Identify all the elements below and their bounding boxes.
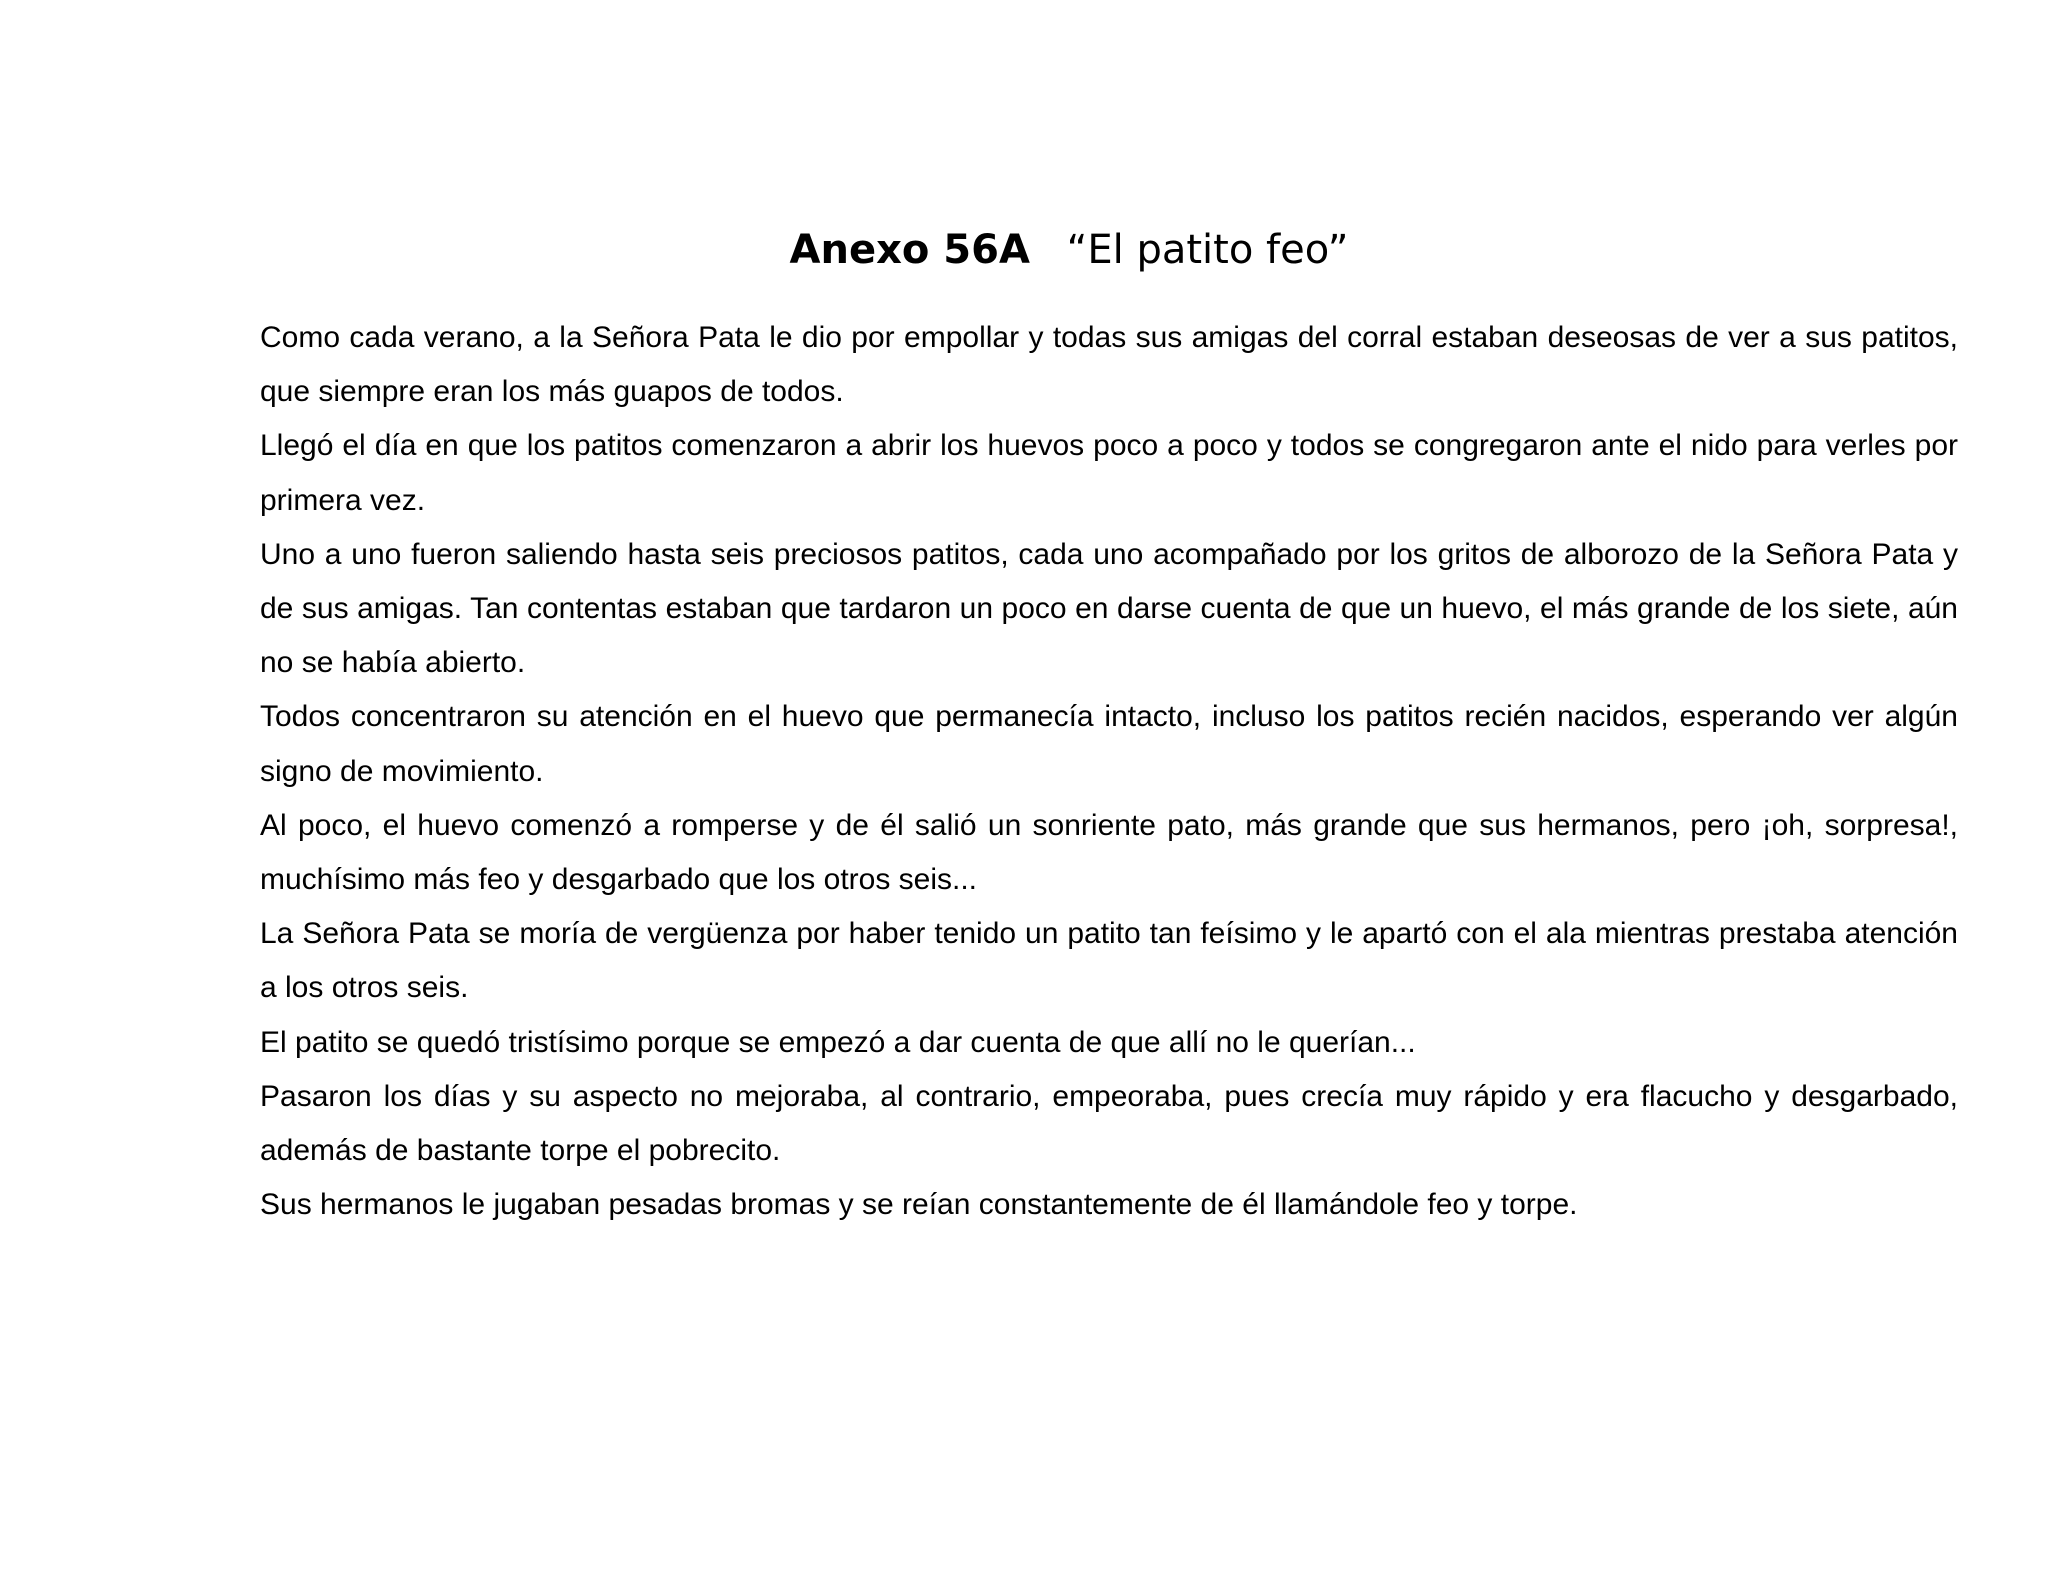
story-body bbox=[260, 311, 1958, 1232]
paragraph-2: Llegó el día en que los patitos comenzaron a abrir los huevos poco a poco y todos se congregaron ante el nido para verles por primera vez. bbox=[260, 429, 1958, 517]
story-title: “El patito feo” bbox=[1066, 227, 1349, 273]
paragraph-3: Uno a uno fueron saliendo hasta seis preciosos patitos, cada uno acompañado por los gritos de alborozo de la Señora Pata y de sus amigas. Tan contentas estaban que tardaron un poco en darse cuenta de que un huevo, el más grande de los siete, aún no se había abierto. bbox=[260, 537, 1958, 680]
paragraph-5: Al poco, el huevo comenzó a romperse y de él salió un sonriente pato, más grande que sus hermanos, pero ¡oh, sorpresa!, muchísimo más feo y desgarbado que los otros seis... bbox=[260, 808, 1958, 897]
paragraph-8: Pasaron los días y su aspecto no mejoraba, al contrario, empeoraba, pues crecía muy rápido y era flacucho y desgarbado, además de bastante torpe el pobrecito. bbox=[260, 1079, 1958, 1168]
paragraph-6: La Señora Pata se moría de vergüenza por haber tenido un patito tan feísimo y le apartó con el ala mientras prestaba atención a los otros seis. bbox=[260, 917, 1958, 1005]
annex-label: Anexo 56A bbox=[789, 227, 1030, 273]
paragraph-1: Como cada verano, a la Señora Pata le dio por empollar y todas sus amigas del corral estaban deseosas de ver a sus patitos, que siempre eran los más guapos de todos. bbox=[260, 321, 1958, 409]
paragraph-7: El patito se quedó tristísimo porque se empezó a dar cuenta de que allí no le querían... bbox=[260, 1025, 1416, 1059]
paragraph-4: Todos concentraron su atención en el huevo que permanecía intacto, incluso los patitos recién nacidos, esperando ver algún signo de movimiento. bbox=[260, 700, 1958, 788]
document-title bbox=[45, 222, 2048, 278]
paragraph-9: Sus hermanos le jugaban pesadas bromas y se reían constantemente de él llamándole feo y torpe. bbox=[260, 1188, 1578, 1222]
